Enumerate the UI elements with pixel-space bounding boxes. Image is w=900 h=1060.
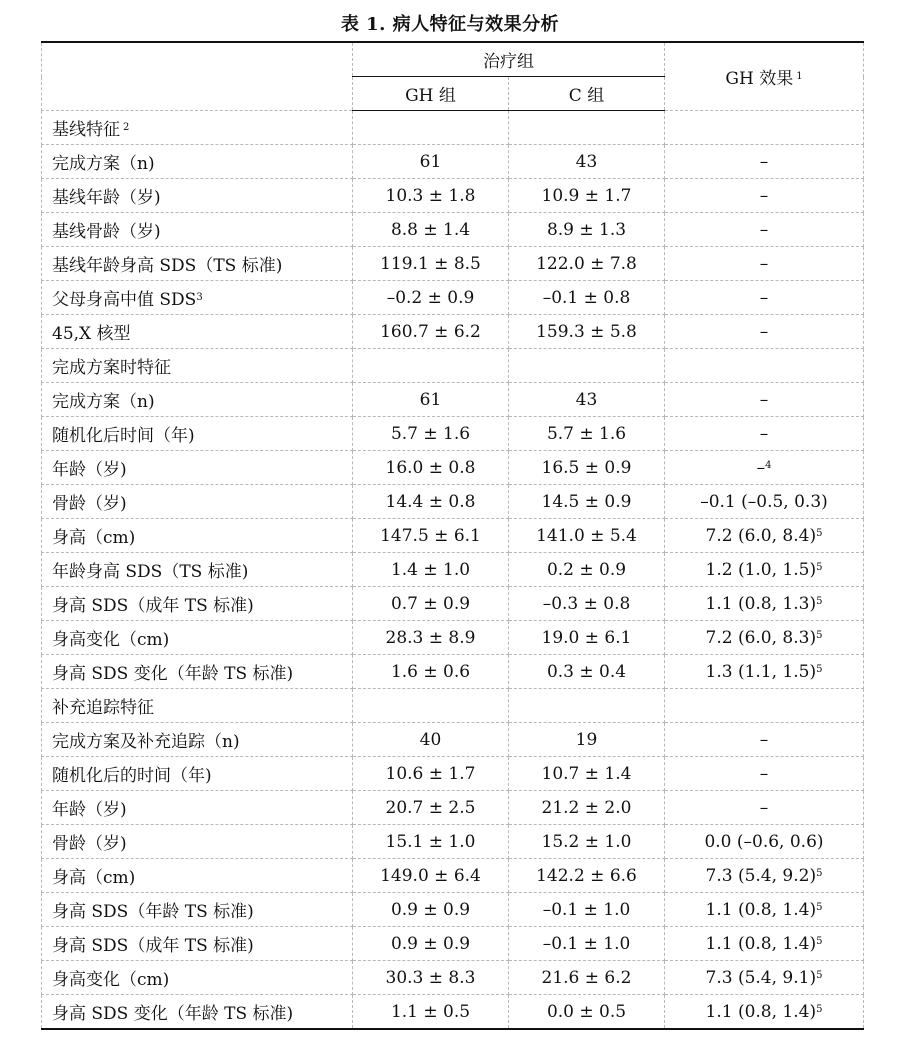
row-label [42, 349, 353, 383]
gh-value: 40 [353, 723, 509, 757]
table-row [42, 247, 864, 281]
gh-value: 10.3 ± 1.8 [353, 179, 509, 213]
c-value: 43 [509, 145, 665, 179]
gh-value: 0.9 ± 0.9 [353, 927, 509, 961]
row-label [42, 655, 353, 689]
c-value: 43 [509, 383, 665, 417]
row-label [42, 995, 353, 1030]
c-value: 10.7 ± 1.4 [509, 757, 665, 791]
row-label-text: 身高 SDS（成年 TS 标准) [52, 936, 254, 956]
row-label-text: 身高 SDS 变化（年龄 TS 标准) [52, 1004, 294, 1024]
gh-effect-value [665, 621, 864, 655]
gh-value: 15.1 ± 1.0 [353, 825, 509, 859]
gh-value: 61 [353, 145, 509, 179]
row-label-text: 年龄（岁) [52, 800, 127, 820]
table-row [42, 621, 864, 655]
row-label [42, 451, 353, 485]
row-label [42, 757, 353, 791]
row-label-text: 身高变化（cm) [52, 970, 170, 990]
header-row-group [42, 42, 864, 77]
gh-effect-value [665, 689, 864, 723]
row-label [42, 213, 353, 247]
row-label-text: 身高（cm) [52, 528, 136, 548]
header-gh-effect-sup: 1 [796, 71, 803, 82]
table-row [42, 349, 864, 383]
row-label [42, 927, 353, 961]
gh-effect-value [665, 451, 864, 485]
c-value: 10.9 ± 1.7 [509, 179, 665, 213]
c-value: 21.2 ± 2.0 [509, 791, 665, 825]
gh-effect-text: – [756, 457, 766, 478]
row-label-text: 基线特征 [52, 120, 120, 140]
row-label-text: 父母身高中值 SDS [52, 290, 197, 310]
gh-effect-text: 7.2 (6.0, 8.3) [705, 627, 817, 648]
c-value: –0.3 ± 0.8 [509, 587, 665, 621]
gh-effect-footnote: 5 [816, 663, 823, 675]
row-label-text: 随机化后的时间（年) [52, 766, 212, 786]
table-row [42, 757, 864, 791]
row-label-text: 身高 SDS（成年 TS 标准) [52, 596, 254, 616]
row-label-text: 身高 SDS 变化（年龄 TS 标准) [52, 664, 294, 684]
gh-effect-value [665, 961, 864, 995]
gh-effect-value [665, 723, 864, 757]
gh-value: 147.5 ± 6.1 [353, 519, 509, 553]
row-label-text: 年龄（岁) [52, 460, 127, 480]
c-value: 5.7 ± 1.6 [509, 417, 665, 451]
c-value: 8.9 ± 1.3 [509, 213, 665, 247]
gh-effect-value [665, 349, 864, 383]
gh-effect-value [665, 247, 864, 281]
gh-value: 20.7 ± 2.5 [353, 791, 509, 825]
c-value [509, 689, 665, 723]
c-value: 0.3 ± 0.4 [509, 655, 665, 689]
c-value: –0.1 ± 1.0 [509, 893, 665, 927]
table-row [42, 519, 864, 553]
table-row [42, 179, 864, 213]
table-row [42, 553, 864, 587]
c-value: 19.0 ± 6.1 [509, 621, 665, 655]
gh-value: –0.2 ± 0.9 [353, 281, 509, 315]
gh-effect-text: 1.2 (1.0, 1.5) [705, 559, 817, 580]
row-label-text: 身高变化（cm) [52, 630, 170, 650]
row-label [42, 791, 353, 825]
row-label-text: 补充追踪特征 [52, 698, 154, 718]
c-value: 16.5 ± 0.9 [509, 451, 665, 485]
c-value: 21.6 ± 6.2 [509, 961, 665, 995]
gh-value: 30.3 ± 8.3 [353, 961, 509, 995]
table-row [42, 383, 864, 417]
gh-effect-value [665, 995, 864, 1030]
gh-effect-footnote: 5 [816, 901, 823, 913]
table-row [42, 281, 864, 315]
gh-effect-value [665, 757, 864, 791]
gh-effect-footnote: 5 [816, 527, 823, 539]
row-label-text: 完成方案及补充追踪（n) [52, 732, 240, 752]
gh-value [353, 689, 509, 723]
c-value [509, 349, 665, 383]
gh-effect-text: 1.3 (1.1, 1.5) [705, 661, 817, 682]
header-gh-effect-text: GH 效果 [725, 69, 794, 89]
gh-effect-footnote: 5 [816, 595, 823, 607]
c-value: –0.1 ± 1.0 [509, 927, 665, 961]
gh-effect-value [665, 145, 864, 179]
row-label [42, 485, 353, 519]
gh-effect-text: – [759, 287, 769, 308]
row-label [42, 417, 353, 451]
row-label [42, 621, 353, 655]
gh-effect-text: 1.1 (0.8, 1.4) [705, 899, 817, 920]
row-label [42, 111, 353, 145]
gh-effect-text: – [759, 389, 769, 410]
gh-value: 149.0 ± 6.4 [353, 859, 509, 893]
table-row [42, 859, 864, 893]
table-row [42, 893, 864, 927]
row-label-text: 完成方案（n) [52, 154, 155, 174]
gh-effect-text: – [759, 185, 769, 206]
table-row [42, 145, 864, 179]
gh-effect-text: 1.1 (0.8, 1.3) [705, 593, 817, 614]
gh-effect-value [665, 655, 864, 689]
gh-effect-text: – [759, 321, 769, 342]
table-row [42, 995, 864, 1030]
c-value: 142.2 ± 6.6 [509, 859, 665, 893]
gh-value [353, 111, 509, 145]
gh-effect-value [665, 553, 864, 587]
row-label [42, 553, 353, 587]
gh-effect-text: – [759, 729, 769, 750]
row-label [42, 315, 353, 349]
gh-effect-value [665, 383, 864, 417]
gh-effect-text: – [759, 219, 769, 240]
c-value: 19 [509, 723, 665, 757]
row-label [42, 723, 353, 757]
gh-effect-value [665, 213, 864, 247]
gh-effect-value [665, 859, 864, 893]
gh-effect-text: – [759, 151, 769, 172]
c-value: 122.0 ± 7.8 [509, 247, 665, 281]
gh-value: 0.9 ± 0.9 [353, 893, 509, 927]
c-value: 15.2 ± 1.0 [509, 825, 665, 859]
gh-value: 1.4 ± 1.0 [353, 553, 509, 587]
row-label-text: 随机化后时间（年) [52, 426, 195, 446]
gh-effect-footnote: 5 [816, 629, 823, 641]
header-gh-group: GH 组 [353, 77, 509, 111]
gh-value: 16.0 ± 0.8 [353, 451, 509, 485]
c-value: 159.3 ± 5.8 [509, 315, 665, 349]
gh-effect-value [665, 519, 864, 553]
row-label-text: 身高（cm) [52, 868, 136, 888]
table-row [42, 961, 864, 995]
row-label [42, 145, 353, 179]
row-label [42, 689, 353, 723]
c-value: 0.2 ± 0.9 [509, 553, 665, 587]
gh-effect-text: 0.0 (–0.6, 0.6) [704, 831, 824, 852]
c-value: 141.0 ± 5.4 [509, 519, 665, 553]
gh-value: 8.8 ± 1.4 [353, 213, 509, 247]
gh-value: 1.1 ± 0.5 [353, 995, 509, 1030]
gh-value: 0.7 ± 0.9 [353, 587, 509, 621]
gh-value: 61 [353, 383, 509, 417]
row-label-text: 基线年龄身高 SDS（TS 标准) [52, 256, 283, 276]
gh-value: 14.4 ± 0.8 [353, 485, 509, 519]
table-row [42, 417, 864, 451]
gh-value: 5.7 ± 1.6 [353, 417, 509, 451]
gh-effect-value [665, 791, 864, 825]
row-label [42, 893, 353, 927]
gh-effect-text: 7.3 (5.4, 9.1) [705, 967, 817, 988]
table-row [42, 927, 864, 961]
gh-effect-footnote: 4 [765, 459, 772, 471]
row-label-text: 骨龄（岁) [52, 834, 127, 854]
header-treatment-group: 治疗组 [353, 42, 665, 77]
row-label-footnote: 3 [196, 292, 203, 303]
row-label-text: 基线骨龄（岁) [52, 222, 161, 242]
gh-effect-text: 1.1 (0.8, 1.4) [705, 1001, 817, 1022]
row-label [42, 961, 353, 995]
row-label-text: 基线年龄（岁) [52, 188, 161, 208]
table-title: 表 1. 病人特征与效果分析 [340, 14, 560, 35]
table-row [42, 451, 864, 485]
header-gh-effect [665, 42, 864, 111]
table-row [42, 111, 864, 145]
gh-effect-value [665, 417, 864, 451]
gh-effect-text: – [759, 423, 769, 444]
row-label-footnote: 2 [123, 122, 130, 133]
header-empty-cell [42, 42, 353, 111]
c-value: 0.0 ± 0.5 [509, 995, 665, 1030]
table-row [42, 655, 864, 689]
gh-value: 160.7 ± 6.2 [353, 315, 509, 349]
table-row [42, 213, 864, 247]
gh-effect-text: 7.2 (6.0, 8.4) [705, 525, 817, 546]
gh-value [353, 349, 509, 383]
table-row [42, 825, 864, 859]
table-row [42, 791, 864, 825]
gh-effect-value [665, 587, 864, 621]
gh-effect-text: 7.3 (5.4, 9.2) [705, 865, 817, 886]
row-label-text: 完成方案时特征 [52, 358, 171, 378]
c-value: 14.5 ± 0.9 [509, 485, 665, 519]
row-label [42, 179, 353, 213]
gh-effect-value [665, 111, 864, 145]
c-value: –0.1 ± 0.8 [509, 281, 665, 315]
gh-effect-text: – [759, 763, 769, 784]
gh-value: 10.6 ± 1.7 [353, 757, 509, 791]
row-label-text: 完成方案（n) [52, 392, 155, 412]
gh-effect-footnote: 5 [816, 561, 823, 573]
gh-effect-value [665, 179, 864, 213]
gh-value: 1.6 ± 0.6 [353, 655, 509, 689]
row-label [42, 519, 353, 553]
gh-effect-value [665, 485, 864, 519]
table-row [42, 587, 864, 621]
gh-effect-value [665, 927, 864, 961]
table-row [42, 315, 864, 349]
row-label [42, 859, 353, 893]
gh-effect-footnote: 5 [816, 935, 823, 947]
gh-effect-text: –0.1 (–0.5, 0.3) [700, 491, 828, 512]
gh-value: 119.1 ± 8.5 [353, 247, 509, 281]
gh-effect-text: – [759, 797, 769, 818]
gh-effect-value [665, 893, 864, 927]
gh-effect-value [665, 315, 864, 349]
table-body [42, 111, 864, 1030]
row-label [42, 281, 353, 315]
table-row [42, 689, 864, 723]
row-label [42, 587, 353, 621]
row-label-text: 45,X 核型 [52, 324, 131, 344]
gh-effect-footnote: 5 [816, 1003, 823, 1015]
gh-effect-text: – [759, 253, 769, 274]
gh-effect-footnote: 5 [816, 867, 823, 879]
row-label [42, 825, 353, 859]
c-value [509, 111, 665, 145]
gh-effect-footnote: 5 [816, 969, 823, 981]
patient-characteristics-table [41, 41, 864, 1030]
row-label-text: 年龄身高 SDS（TS 标准) [52, 562, 249, 582]
row-label-text: 身高 SDS（年龄 TS 标准) [52, 902, 254, 922]
row-label-text: 骨龄（岁) [52, 494, 127, 514]
gh-effect-value [665, 825, 864, 859]
gh-value: 28.3 ± 8.9 [353, 621, 509, 655]
row-label [42, 247, 353, 281]
table-row [42, 485, 864, 519]
gh-effect-text: 1.1 (0.8, 1.4) [705, 933, 817, 954]
row-label [42, 383, 353, 417]
header-c-group: C 组 [509, 77, 665, 111]
gh-effect-value [665, 281, 864, 315]
table-row [42, 723, 864, 757]
